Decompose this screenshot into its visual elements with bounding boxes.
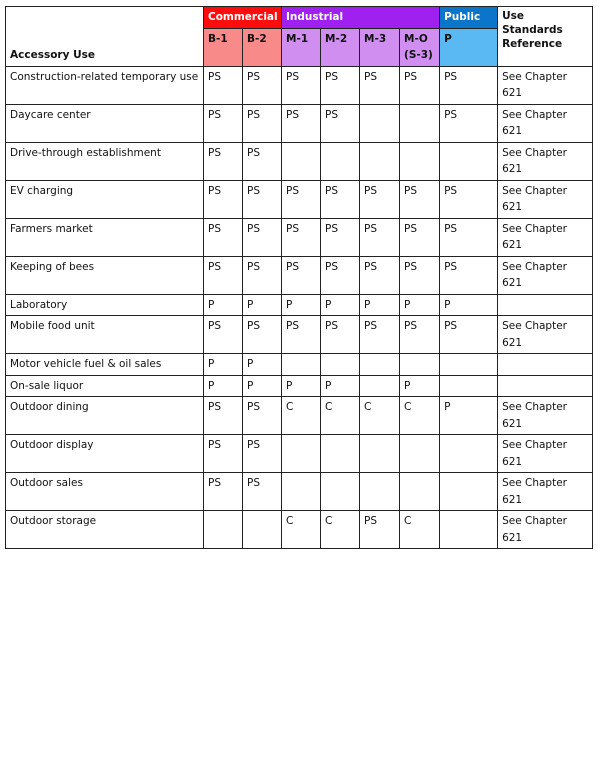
reference-cell: See Chapter 621: [498, 473, 593, 511]
zone-cell: [360, 375, 400, 397]
zone-cell: [400, 354, 440, 376]
zone-cell: [400, 473, 440, 511]
reference-cell: See Chapter 621: [498, 104, 593, 142]
zone-cell: P: [282, 375, 321, 397]
use-cell: Outdoor storage: [6, 511, 204, 549]
zone-cell: [282, 142, 321, 180]
reference-cell: [498, 354, 593, 376]
zone-cell: PS: [321, 218, 360, 256]
use-cell: Laboratory: [6, 294, 204, 316]
use-cell: Construction-related temporary use: [6, 66, 204, 104]
table-row: [6, 473, 593, 511]
zone-cell: [440, 354, 498, 376]
zone-cell: PS: [243, 316, 282, 354]
zone-header-m2: M-2: [321, 28, 360, 66]
zone-cell: P: [321, 375, 360, 397]
reference-cell: [498, 294, 593, 316]
use-cell: Daycare center: [6, 104, 204, 142]
use-cell: Drive-through establishment: [6, 142, 204, 180]
zone-cell: C: [400, 511, 440, 549]
public-group-header: Public: [440, 7, 498, 29]
zone-cell: PS: [204, 435, 243, 473]
zone-cell: PS: [243, 66, 282, 104]
zone-header-m3: M-3: [360, 28, 400, 66]
use-cell: Outdoor sales: [6, 473, 204, 511]
zone-cell: PS: [243, 104, 282, 142]
table-row: [6, 294, 593, 316]
zone-cell: [321, 142, 360, 180]
zone-cell: PS: [204, 142, 243, 180]
accessory-use-table: [5, 6, 593, 549]
zone-cell: PS: [440, 316, 498, 354]
table-row: [6, 218, 593, 256]
table-row: [6, 354, 593, 376]
zone-cell: PS: [282, 104, 321, 142]
zone-cell: P: [321, 294, 360, 316]
zone-cell: PS: [321, 104, 360, 142]
zone-header-p: P: [440, 28, 498, 66]
zone-cell: PS: [360, 256, 400, 294]
reference-cell: [498, 375, 593, 397]
zone-cell: PS: [282, 218, 321, 256]
zone-cell: C: [282, 397, 321, 435]
zone-cell: [243, 511, 282, 549]
zone-cell: [440, 435, 498, 473]
zone-cell: [440, 375, 498, 397]
zone-cell: P: [400, 375, 440, 397]
zone-cell: [282, 354, 321, 376]
table-row: [6, 104, 593, 142]
zone-cell: PS: [282, 316, 321, 354]
reference-cell: See Chapter 621: [498, 180, 593, 218]
zone-cell: C: [360, 397, 400, 435]
use-cell: Keeping of bees: [6, 256, 204, 294]
zone-cell: [360, 142, 400, 180]
zone-cell: [400, 142, 440, 180]
zone-cell: PS: [321, 180, 360, 218]
industrial-group-header: Industrial: [282, 7, 440, 29]
use-cell: On-sale liquor: [6, 375, 204, 397]
table-row: [6, 180, 593, 218]
zone-cell: PS: [400, 66, 440, 104]
zone-cell: PS: [440, 66, 498, 104]
table-row: [6, 316, 593, 354]
zone-cell: PS: [243, 435, 282, 473]
zone-cell: [204, 511, 243, 549]
zone-cell: C: [321, 511, 360, 549]
use-cell: Farmers market: [6, 218, 204, 256]
zone-cell: C: [400, 397, 440, 435]
zone-cell: PS: [204, 180, 243, 218]
accessory-use-header: Accessory Use: [6, 7, 204, 67]
zone-cell: PS: [360, 66, 400, 104]
zone-cell: P: [440, 294, 498, 316]
zone-cell: PS: [243, 397, 282, 435]
zone-header-mo: M-O (S-3): [400, 28, 440, 66]
reference-cell: See Chapter 621: [498, 397, 593, 435]
zone-cell: [360, 473, 400, 511]
table-row: [6, 397, 593, 435]
zone-cell: [282, 473, 321, 511]
zone-header-m1: M-1: [282, 28, 321, 66]
commercial-group-header: Commercial: [204, 7, 282, 29]
zone-cell: PS: [243, 218, 282, 256]
zone-cell: P: [204, 354, 243, 376]
zone-cell: PS: [360, 218, 400, 256]
table-row: [6, 66, 593, 104]
table-row: [6, 256, 593, 294]
reference-cell: See Chapter 621: [498, 511, 593, 549]
zone-cell: [360, 435, 400, 473]
zone-cell: P: [282, 294, 321, 316]
zone-cell: PS: [243, 473, 282, 511]
zone-cell: PS: [321, 66, 360, 104]
zone-cell: C: [321, 397, 360, 435]
zone-cell: [360, 104, 400, 142]
table-row: [6, 435, 593, 473]
zone-cell: [360, 354, 400, 376]
zone-cell: PS: [204, 473, 243, 511]
use-standards-reference-header: Use Standards Reference: [498, 7, 593, 67]
reference-cell: See Chapter 621: [498, 435, 593, 473]
zone-cell: PS: [440, 218, 498, 256]
zone-cell: PS: [400, 180, 440, 218]
zone-cell: PS: [282, 66, 321, 104]
zone-cell: PS: [400, 218, 440, 256]
use-cell: EV charging: [6, 180, 204, 218]
zone-cell: PS: [243, 180, 282, 218]
zone-cell: P: [440, 397, 498, 435]
zone-cell: [321, 473, 360, 511]
reference-cell: See Chapter 621: [498, 316, 593, 354]
zone-cell: P: [243, 354, 282, 376]
group-header-row: [6, 7, 593, 29]
zone-cell: PS: [440, 256, 498, 294]
zone-cell: [321, 435, 360, 473]
zone-cell: [440, 511, 498, 549]
zone-cell: PS: [400, 316, 440, 354]
zone-cell: [400, 104, 440, 142]
zone-cell: PS: [321, 256, 360, 294]
zone-cell: [321, 354, 360, 376]
use-cell: Mobile food unit: [6, 316, 204, 354]
zone-cell: P: [243, 294, 282, 316]
table-row: [6, 142, 593, 180]
zone-cell: P: [360, 294, 400, 316]
table-row: [6, 375, 593, 397]
zone-cell: [440, 142, 498, 180]
zone-cell: PS: [440, 180, 498, 218]
zone-cell: PS: [282, 180, 321, 218]
zone-cell: PS: [400, 256, 440, 294]
zone-cell: PS: [360, 511, 400, 549]
zone-cell: P: [204, 375, 243, 397]
reference-cell: See Chapter 621: [498, 66, 593, 104]
zone-cell: P: [243, 375, 282, 397]
use-cell: Motor vehicle fuel & oil sales: [6, 354, 204, 376]
zone-cell: PS: [321, 316, 360, 354]
zone-cell: PS: [440, 104, 498, 142]
zone-cell: PS: [243, 142, 282, 180]
zone-cell: P: [400, 294, 440, 316]
use-cell: Outdoor dining: [6, 397, 204, 435]
zone-cell: [400, 435, 440, 473]
zone-cell: C: [282, 511, 321, 549]
zone-cell: PS: [204, 104, 243, 142]
use-cell: Outdoor display: [6, 435, 204, 473]
zone-header-b1: B-1: [204, 28, 243, 66]
zone-cell: P: [204, 294, 243, 316]
zone-cell: PS: [243, 256, 282, 294]
table-row: [6, 511, 593, 549]
reference-cell: See Chapter 621: [498, 256, 593, 294]
zone-cell: [440, 473, 498, 511]
zone-cell: PS: [204, 397, 243, 435]
zone-cell: PS: [204, 316, 243, 354]
reference-cell: See Chapter 621: [498, 142, 593, 180]
zone-cell: PS: [360, 316, 400, 354]
zone-cell: PS: [204, 256, 243, 294]
reference-cell: See Chapter 621: [498, 218, 593, 256]
zone-header-b2: B-2: [243, 28, 282, 66]
zone-cell: PS: [360, 180, 400, 218]
zone-cell: PS: [204, 218, 243, 256]
zone-cell: PS: [282, 256, 321, 294]
zone-cell: PS: [204, 66, 243, 104]
zone-cell: [282, 435, 321, 473]
